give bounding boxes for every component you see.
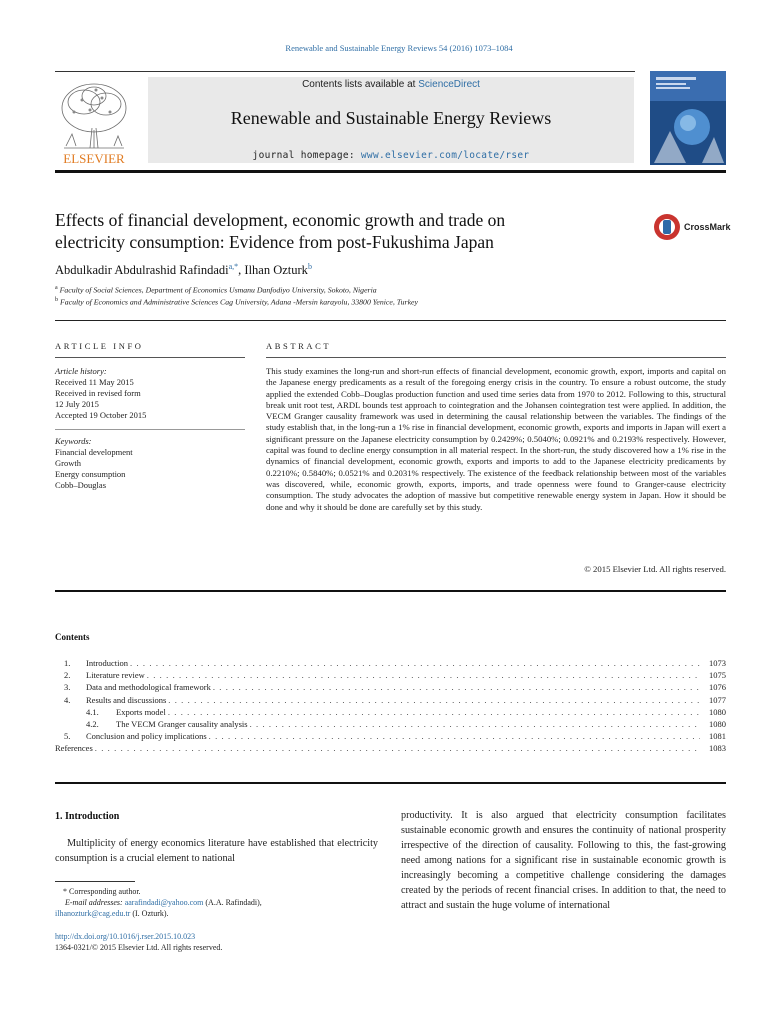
toc-entry[interactable] <box>64 657 726 669</box>
history-item: 12 July 2015 <box>55 399 99 409</box>
article-title-line-1: Effects of financial development, economic growth and trade on <box>55 210 506 230</box>
article-title <box>55 209 615 253</box>
toc-label: Conclusion and policy implications <box>86 731 207 742</box>
affiliation-b <box>55 297 418 307</box>
toc-page: 1080 <box>709 719 726 730</box>
keyword-item: Financial development <box>55 447 133 457</box>
contents-available-text: Contents lists available at <box>302 79 419 90</box>
toc-number: 4.2. <box>86 719 99 730</box>
affiliation-a-text: Faculty of Social Sciences, Department of Economics Usmanu Danfodiyo University, Sokoto, Nigeria <box>59 285 377 295</box>
article-history-label: Article history: <box>55 366 107 376</box>
email-2-owner: (I. Ozturk). <box>130 909 169 918</box>
author-separator: , <box>238 263 245 278</box>
journal-title: Renewable and Sustainable Energy Reviews <box>230 108 552 128</box>
email-line-2 <box>55 908 385 919</box>
introduction-right-column: productivity. It is also argued that electricity consumption facilitates sustainable economic growth and ensures the continuity of national prosperity irrespective of the direction of causality. Following to this, the fast-growing need among nations for a significant rise in sustainable economic growth is increasingly becoming a competitive challenge considering the damages created by the periods of recent financial crises. In addition to that, the need to attract and sustain the huge volume of international <box>401 810 726 911</box>
introduction-heading: 1. Introduction <box>55 811 120 822</box>
article-title-line-2: electricity consumption: Evidence from post-Fukushima Japan <box>55 232 494 252</box>
history-item: Accepted 19 October 2015 <box>55 410 147 420</box>
journal-homepage-line <box>148 150 634 161</box>
sciencedirect-link[interactable]: ScienceDirect <box>418 79 480 90</box>
toc-number: 5. <box>64 731 71 742</box>
toc-label: Introduction <box>86 658 129 668</box>
toc-entry[interactable] <box>64 730 726 742</box>
toc-leader <box>95 742 700 754</box>
email-link-2[interactable]: ilhanozturk@cag.edu.tr <box>55 909 131 918</box>
toc-entry[interactable] <box>64 669 726 681</box>
doi-link[interactable]: http://dx.doi.org/10.1016/j.rser.2015.10.023 <box>55 932 196 941</box>
author-2[interactable]: Ilhan Ozturk <box>244 263 308 278</box>
corresponding-author-note: * Corresponding author. <box>63 887 141 896</box>
footnote-block <box>55 886 385 919</box>
abstract-bottom-rule <box>55 590 726 592</box>
toc-number: 4. <box>64 694 71 705</box>
email-link-1[interactable]: aarafindadi@yahoo.com <box>124 898 204 907</box>
toc-subentry[interactable] <box>64 706 726 718</box>
toc-page: 1080 <box>709 706 726 717</box>
toc-page: 1083 <box>709 743 726 754</box>
abstract-text: This study examines the long-run and short-run effects of financial development, economic growth, export, imports and capital on the Japanese energy predicaments as a result of the foregoing energy crisis in the country. To ensure a robust outcome, the study applied the extended Cobb–Douglas production function and used time series data from 1970 to 2012. Following to this, structural break unit root test, ARDL bounds test approach to cointegration and the Johansen cointegration test were applied. In addition, the VECM Granger causality framework was used in determining the causal relationship between the variables. The findings of the study establish that, in the long-run a 1% rise in financial development, economic growth, exports and imports in Japan will exert a significant pressure on the Japanese electricity consumption by 0.2429%; 0.5040%; 0.0921% and 0.2193% respectively. However, capital was found to decline energy consumption in all material respect. In the short-run, the study discovered how a 1% rise in the dynamics of financial development, economic growth, exports and imports to add to the Japanese electricity predicaments by 0.2210%; 0.5840%; 0.0521% and 0.2031% respectively. The existence of the feedback relationship between most of the variables was discovered, while, economic growth, exports, imports, and trade openness were found to Granger-cause electricity consumption. The study advocates the adoption of massive but competitive renewable energy system in Japan. How it should be done and why it should be done are carefully set by this study. <box>266 366 726 512</box>
journal-cover-image[interactable] <box>650 71 726 165</box>
article-info-rule <box>55 357 245 358</box>
journal-homepage-label: journal homepage: <box>252 150 361 161</box>
toc-label: Exports model <box>116 706 166 717</box>
author-1-affil-mark[interactable]: a,* <box>228 262 239 271</box>
contents-available-line <box>148 79 634 90</box>
toc-number: 1. <box>64 658 71 668</box>
author-1[interactable]: Abdulkadir Abdulrashid Rafindadi <box>55 263 229 278</box>
toc-page: 1073 <box>709 658 726 668</box>
crossmark-label[interactable]: CrossMark <box>684 222 731 232</box>
footnote-rule <box>55 881 135 882</box>
elsevier-wordmark: ELSEVIER <box>63 151 125 166</box>
email-line <box>55 897 385 908</box>
email-1-owner: (A.A. Rafindadi), <box>203 898 262 907</box>
issn-copyright: 1364-0321/© 2015 Elsevier Ltd. All rights reserved. <box>55 943 223 952</box>
toc-label: References <box>55 743 93 754</box>
affiliation-a <box>55 285 377 295</box>
keywords-label: Keywords: <box>55 436 92 446</box>
title-block-divider <box>55 320 726 321</box>
toc-entry[interactable] <box>64 681 726 693</box>
article-info-block <box>55 366 245 491</box>
email-label: E-mail addresses: <box>65 898 123 907</box>
toc-page: 1076 <box>709 682 726 693</box>
toc-entry-references[interactable] <box>55 742 726 754</box>
abstract-heading: ABSTRACT <box>266 341 332 351</box>
toc-label: Results and discussions <box>86 694 167 705</box>
toc-number: 3. <box>64 682 71 693</box>
doi-block <box>55 931 222 953</box>
table-of-contents <box>55 657 726 755</box>
toc-page: 1075 <box>709 670 726 681</box>
toc-leader <box>168 694 700 706</box>
keyword-item: Energy consumption <box>55 469 126 479</box>
affiliation-b-text: Faculty of Economics and Administrative Sciences Cag University, Adana -Mersin karayolu, 33800 Yenice, Turkey <box>59 297 418 307</box>
toc-label: Literature review <box>86 670 145 681</box>
toc-leader <box>168 706 700 718</box>
affiliation-a-mark: a <box>55 285 58 291</box>
contents-heading: Contents <box>55 632 90 642</box>
affiliation-b-mark: b <box>55 297 58 303</box>
keyword-item: Growth <box>55 458 81 468</box>
toc-leader <box>130 657 700 669</box>
history-item: Received in revised form <box>55 388 141 398</box>
toc-leader <box>213 681 700 693</box>
abstract-copyright: © 2015 Elsevier Ltd. All rights reserved. <box>584 564 726 574</box>
toc-label: Data and methodological framework <box>86 682 211 693</box>
toc-leader <box>147 669 700 681</box>
abstract-rule <box>266 357 726 358</box>
author-line <box>55 262 312 278</box>
toc-subentry[interactable] <box>64 718 726 730</box>
article-info-heading: ARTICLE INFO <box>55 341 144 351</box>
elsevier-tree-logo <box>54 78 134 168</box>
toc-number: 2. <box>64 670 71 681</box>
toc-page: 1081 <box>709 731 726 742</box>
toc-leader <box>250 718 700 730</box>
introduction-left-column: Multiplicity of energy economics literature have established that electricity consumption is a crucial element to national <box>55 838 378 864</box>
toc-leader <box>209 730 700 742</box>
toc-label: The VECM Granger causality analysis <box>116 719 248 730</box>
journal-homepage-link[interactable]: www.elsevier.com/locate/rser <box>360 150 530 161</box>
toc-number: 4.1. <box>86 706 99 717</box>
journal-reference[interactable]: Renewable and Sustainable Energy Reviews 54 (2016) 1073–1084 <box>285 43 513 53</box>
info-divider <box>55 429 245 430</box>
header-bottom-rule <box>55 170 726 173</box>
toc-entry[interactable] <box>64 694 726 706</box>
keyword-item: Cobb–Douglas <box>55 480 106 490</box>
toc-page: 1077 <box>709 694 726 705</box>
author-2-affil-mark[interactable]: b <box>307 262 312 271</box>
contents-bottom-rule <box>55 782 726 784</box>
history-item: Received 11 May 2015 <box>55 377 134 387</box>
header-top-rule <box>55 71 635 72</box>
